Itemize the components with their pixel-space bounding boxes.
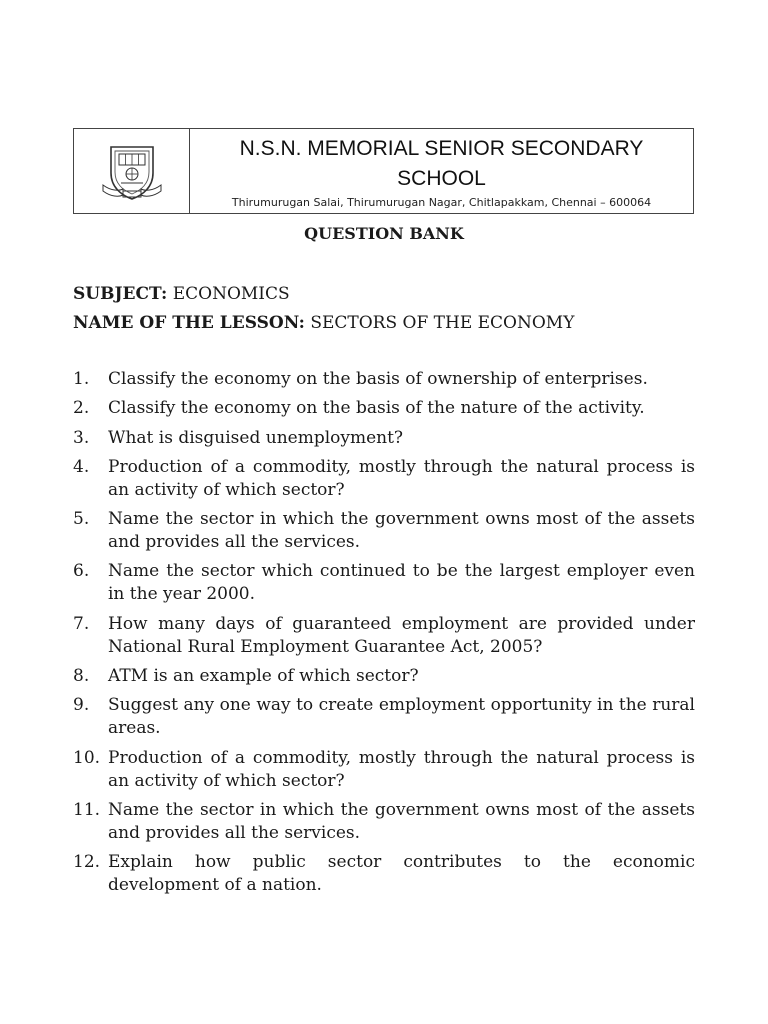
lesson-label: NAME OF THE LESSON: <box>73 313 305 333</box>
question-text: Classify the economy on the basis of ownership of enterprises. <box>108 369 648 389</box>
question-item <box>73 747 695 793</box>
question-number: 5. <box>73 509 90 530</box>
subject-label: SUBJECT: <box>73 284 168 304</box>
title-cell <box>190 129 693 213</box>
question-item <box>73 456 695 502</box>
question-number: 10. <box>73 747 101 768</box>
question-text: Explain how public sector contributes to the economic development of a nation. <box>108 852 695 896</box>
question-item <box>73 665 695 688</box>
question-text: How many days of guaranteed employment are provided under National Rural Employment Guarantee Act, 2005? <box>108 613 695 657</box>
school-crest-icon <box>99 139 165 203</box>
question-text: Name the sector in which the government owns most of the assets and provides all the services. <box>108 509 695 553</box>
question-item <box>73 427 695 450</box>
subject-line <box>73 280 574 309</box>
document-title: QUESTION BANK <box>304 224 464 243</box>
question-number: 3. <box>73 427 90 448</box>
question-number: 7. <box>73 613 90 634</box>
question-item <box>73 397 695 420</box>
logo-cell <box>74 129 190 213</box>
question-text: Suggest any one way to create employment opportunity in the rural areas. <box>108 695 695 739</box>
question-text: Name the sector which continued to be the largest employer even in the year 2000. <box>108 561 695 605</box>
lesson-meta <box>73 280 574 338</box>
question-number: 4. <box>73 456 90 477</box>
question-number: 8. <box>73 666 90 687</box>
question-text: Name the sector in which the government owns most of the assets and provides all the services. <box>108 799 695 843</box>
question-text: What is disguised unemployment? <box>108 427 404 448</box>
school-header <box>73 128 694 214</box>
school-address: Thirumurugan Salai, Thirumurugan Nagar, Chitlapakkam, Chennai – 600064 <box>231 196 652 209</box>
question-item <box>73 613 695 659</box>
question-item <box>73 560 695 606</box>
question-number: 9. <box>73 695 90 716</box>
question-text: Production of a commodity, mostly through the natural process is an activity of which sector? <box>108 456 695 500</box>
question-text: Production of a commodity, mostly through the natural process is an activity of which sector? <box>108 747 695 791</box>
question-item <box>73 508 695 554</box>
question-number: 2. <box>73 398 90 419</box>
question-number: 1. <box>73 369 90 389</box>
question-item <box>73 368 695 391</box>
question-number: 12. <box>73 852 101 873</box>
question-item <box>73 799 695 845</box>
school-name: N.S.N. MEMORIAL SENIOR SECONDARY SCHOOL <box>239 137 644 190</box>
question-list <box>73 368 695 904</box>
question-item <box>73 851 695 897</box>
subject-value: ECONOMICS <box>172 284 290 304</box>
question-number: 6. <box>73 561 90 582</box>
lesson-line <box>73 309 574 338</box>
question-text: ATM is an example of which sector? <box>108 666 419 687</box>
question-item <box>73 694 695 740</box>
question-number: 11. <box>73 799 101 820</box>
question-text: Classify the economy on the basis of the nature of the activity. <box>108 398 645 419</box>
lesson-value: SECTORS OF THE ECONOMY <box>310 313 575 333</box>
